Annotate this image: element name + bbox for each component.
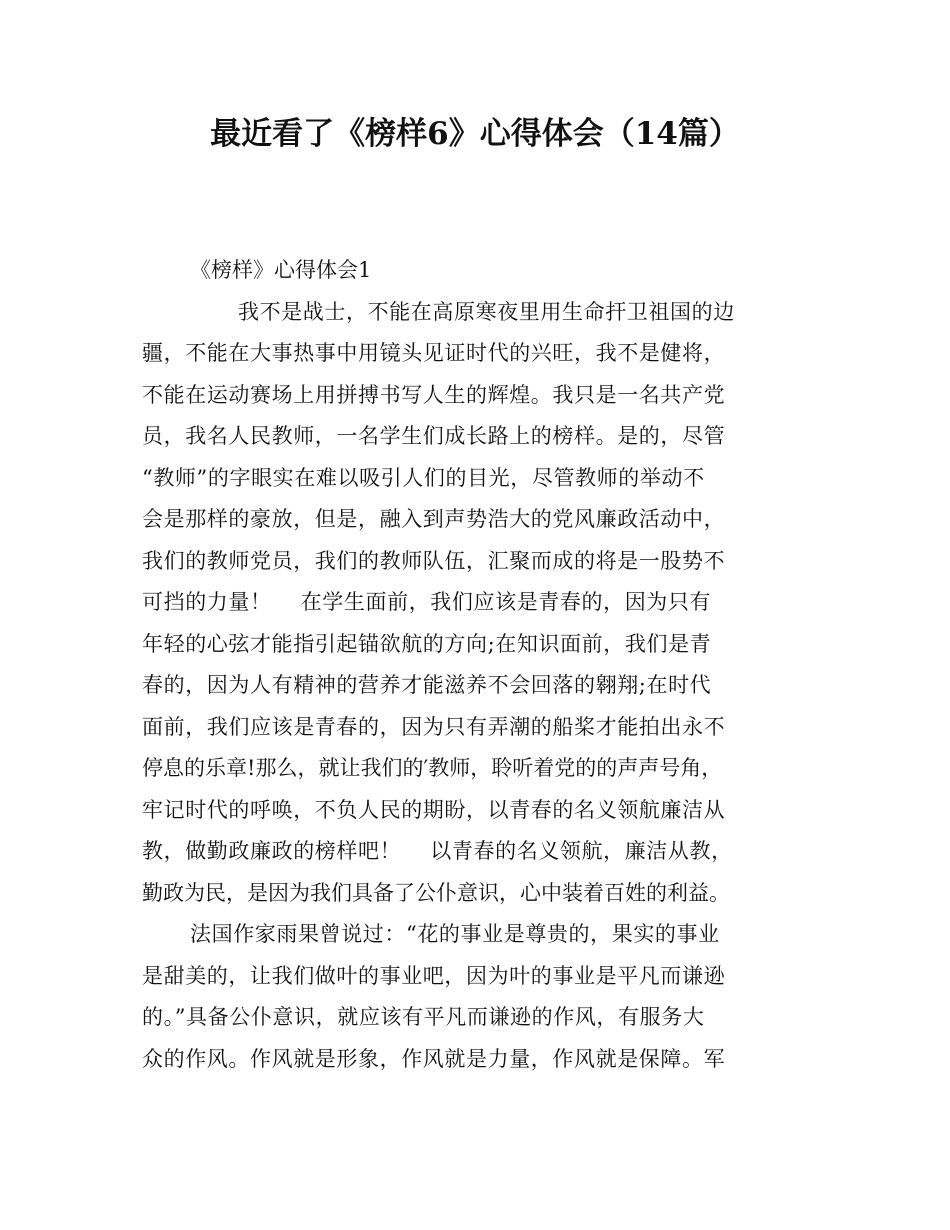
paragraph-line: 员，我名人民教师，一名学生们成长路上的榜样。是的，尽管	[142, 424, 726, 448]
paragraph-line: 年轻的心弦才能指引起锚欲航的方向;在知识面前，我们是青	[142, 632, 712, 656]
paragraph-line: 我们的教师党员，我们的教师队伍，汇聚而成的将是一股势不	[142, 549, 726, 573]
paragraph-line: 教，做勤政廉政的榜样吧！ 以青春的名义领航，廉洁从教，	[142, 839, 733, 863]
paragraph-line: 春的，因为人有精神的营养才能滋养不会回落的翱翔;在时代	[142, 673, 712, 697]
document-title: 最近看了《榜样6》心得体会（14篇）	[210, 116, 740, 152]
paragraph-line: 面前，我们应该是青春的，因为只有弄潮的船桨才能拍出永不	[142, 715, 726, 739]
paragraph-line: 不能在运动赛场上用拼搏书写人生的辉煌。我只是一名共产党	[142, 383, 726, 407]
paragraph-line: 的。”具备公仆意识，就应该有平凡而谦逊的作风，有服务大	[142, 1005, 705, 1029]
paragraph-line: “教师”的字眼实在难以吸引人们的目光，尽管教师的举动不	[142, 466, 705, 490]
paragraph-line: 法国作家雨果曾说过：“花的事业是尊贵的，果实的事业	[190, 922, 720, 946]
paragraph-line: 众的作风。作风就是形象，作风就是力量，作风就是保障。军	[142, 1047, 726, 1071]
paragraph-line: 可挡的力量！ 在学生面前，我们应该是青春的，因为只有	[142, 590, 712, 614]
paragraph-line: 会是那样的豪放，但是，融入到声势浩大的党风廉政活动中，	[142, 507, 726, 531]
paragraph-line: 我不是战士，不能在高原寒夜里用生命扞卫祖国的边	[238, 300, 735, 324]
section-heading: 《榜样》心得体会1	[190, 258, 372, 282]
paragraph-line: 牢记时代的呼唤，不负人民的期盼，以青春的名义领航廉洁从	[142, 798, 726, 822]
paragraph-line: 停息的乐章!那么，就让我们的′教师，聆听着党的的声声号角，	[142, 756, 723, 780]
paragraph-line: 是甜美的，让我们做叶的事业吧，因为叶的事业是平凡而谦逊	[142, 964, 726, 988]
paragraph-line: 勤政为民，是因为我们具备了公仆意识，心中装着百姓的利益。	[142, 881, 730, 905]
paragraph-line: 疆，不能在大事热事中用镜头见证时代的兴旺，我不是健将，	[142, 341, 726, 365]
